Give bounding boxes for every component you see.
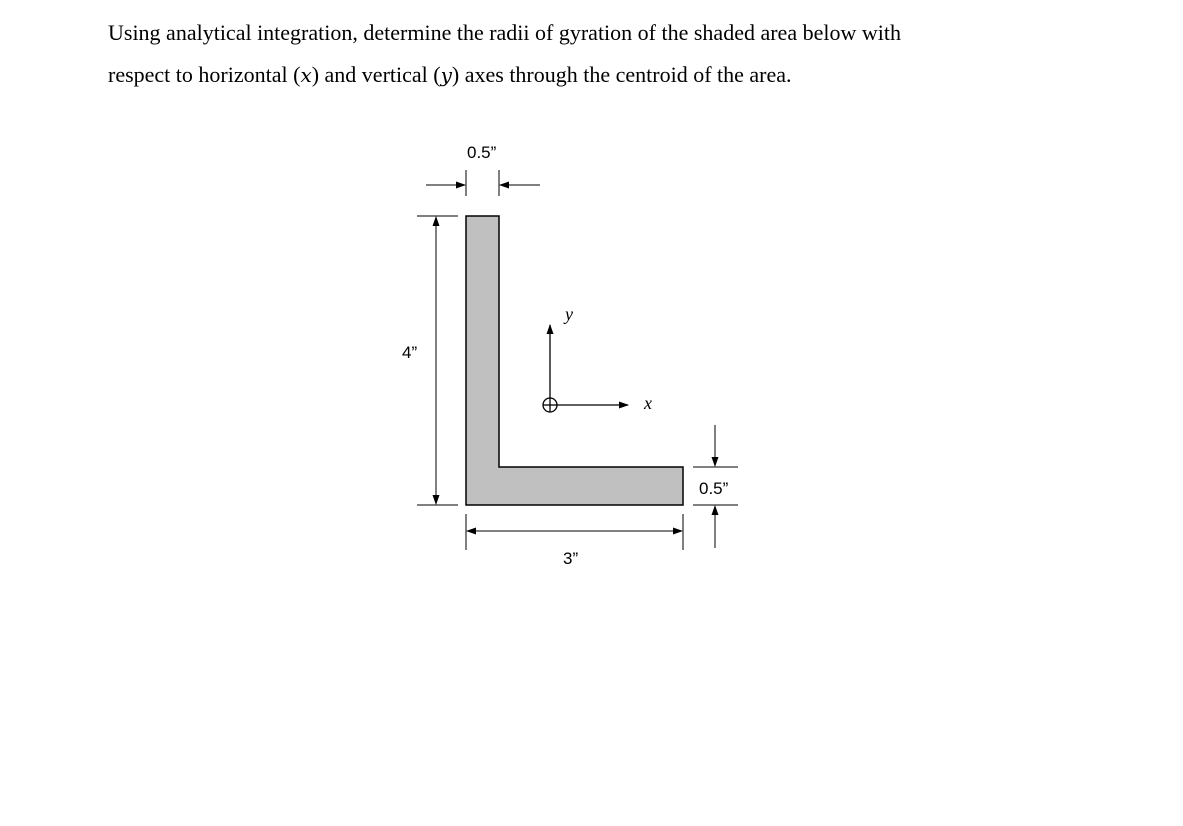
right-thickness-label: 0.5”	[699, 479, 729, 498]
height-label: 4”	[402, 343, 418, 362]
right-thickness-dimension	[693, 425, 738, 548]
x-axis-label: x	[644, 393, 652, 413]
width-label: 3”	[563, 549, 579, 568]
problem-line-2-part-a: respect to horizontal (	[108, 62, 301, 87]
y-axis-label: y	[565, 304, 573, 324]
x-variable: x	[300, 63, 312, 87]
problem-line-1: Using analytical integration, determine the radii of gyration of the shaded area below with	[108, 20, 901, 45]
width-dimension	[466, 514, 683, 568]
y-variable: y	[440, 63, 452, 87]
problem-line-2-part-c: ) axes through the centroid of the area.	[451, 62, 792, 87]
problem-line-2-part-b: ) and vertical (	[311, 62, 441, 87]
height-dimension	[402, 216, 458, 505]
centroid-axes	[543, 304, 652, 413]
top-thickness-label: 0.5”	[467, 143, 497, 162]
shaded-l-area	[466, 216, 683, 505]
top-thickness-dimension	[426, 143, 540, 196]
